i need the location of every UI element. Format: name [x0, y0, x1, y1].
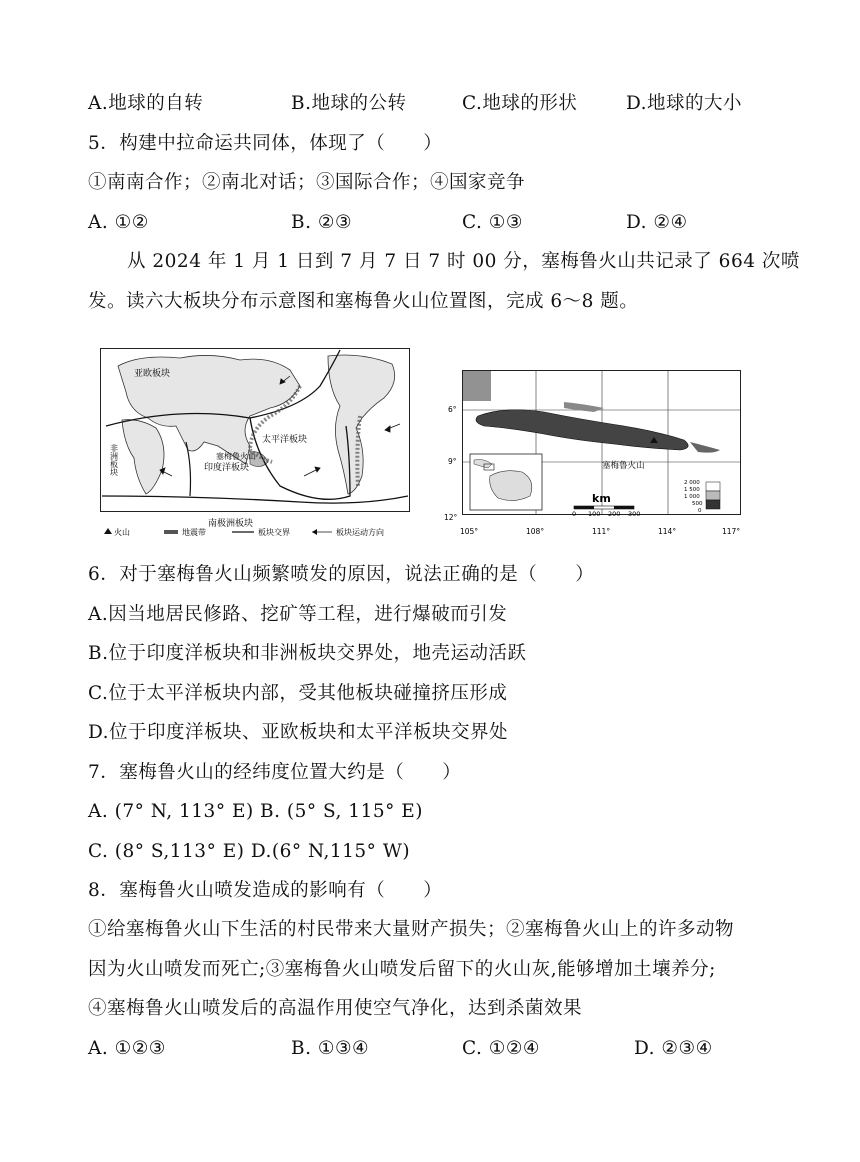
- legend-volcano: 火山: [114, 528, 130, 537]
- scale-tick-200: 200: [608, 510, 621, 518]
- lon-label-108: 108°: [526, 527, 545, 536]
- q8-item-line-3: ④塞梅鲁火山喷发后的高温作用使空气净化，达到杀菌效果: [88, 998, 583, 1019]
- q4-option-b: B.地球的公转: [291, 93, 407, 114]
- lat-label-9: 9°: [448, 457, 457, 466]
- q7-options-ab: A. (7° N, 113° E) B. (5° S, 115° E): [88, 801, 423, 822]
- legend-motion: 板块运动方向: [336, 528, 384, 537]
- lat-label-6: 6°: [448, 405, 457, 414]
- q5-option-d: D. ②④: [626, 212, 688, 233]
- elev-1000: 1 000: [684, 494, 700, 500]
- q8-option-b: B. ①③④: [291, 1038, 370, 1059]
- label-eurasian-plate: 亚欧板块: [134, 369, 171, 379]
- legend-seismic: 地震带: [182, 528, 206, 537]
- seismic-belt-icon: [164, 530, 178, 534]
- elev-2000: 2 000: [684, 480, 700, 486]
- q8-item-line-1: ①给塞梅鲁火山下生活的村民带来大量财产损失；②塞梅鲁火山上的许多动物: [88, 919, 735, 940]
- lon-label-105: 105°: [460, 527, 479, 536]
- passage-line-2: 发。读六大板块分布示意图和塞梅鲁火山位置图，完成 6～8 题。: [88, 291, 639, 312]
- scale-unit: km: [592, 492, 611, 505]
- q6-option-a: A.因当地居民修路、挖矿等工程，进行爆破而引发: [88, 604, 508, 625]
- q6-stem: 6．对于塞梅鲁火山频繁喷发的原因，说法正确的是（ ）: [88, 564, 595, 585]
- q8-option-a: A. ①②③: [88, 1038, 166, 1059]
- scale-tick-300: 300: [628, 510, 641, 518]
- elev-0: 0: [698, 508, 702, 514]
- q7-stem: 7．塞梅鲁火山的经纬度位置大约是（ ）: [88, 762, 462, 783]
- lon-label-111: 111°: [592, 527, 611, 536]
- q4-option-c: C.地球的形状: [462, 93, 578, 114]
- scale-tick-0: 0: [572, 510, 577, 518]
- q5-option-a: A. ①②: [88, 212, 149, 233]
- q5-items: ①南南合作；②南北对话；③国际合作；④国家竞争: [88, 172, 526, 193]
- q4-option-d: D.地球的大小: [626, 93, 743, 114]
- label-antarctic-plate: 南极洲板块: [208, 519, 254, 529]
- q5-option-b: B. ②③: [291, 212, 353, 233]
- q4-option-a: A.地球的自转: [88, 93, 204, 114]
- lat-label-12: 12°: [444, 513, 458, 522]
- label-indian-plate: 印度洋板块: [204, 463, 250, 473]
- label-volcano-name: 塞梅鲁火山: [216, 452, 256, 461]
- q6-option-b: B.位于印度洋板块和非洲板块交界处，地壳运动活跃: [88, 643, 527, 664]
- q7-options-cd: C. (8° S,113° E) D.(6° N,115° W): [88, 841, 411, 862]
- label-pacific-plate: 太平洋板块: [262, 435, 308, 445]
- legend-boundary: 板块交界: [258, 528, 290, 537]
- lon-label-114: 114°: [658, 527, 677, 536]
- q8-item-line-2: 因为火山喷发而死亡;③塞梅鲁火山喷发后留下的火山灰,能够增加土壤养分;: [88, 959, 716, 980]
- scale-tick-100: 100: [588, 510, 601, 518]
- q5-stem: 5．构建中拉命运共同体，体现了（ ）: [88, 133, 443, 154]
- q6-option-c: C.位于太平洋板块内部，受其他板块碰撞挤压形成: [88, 683, 508, 704]
- plate-distribution-map: [100, 346, 410, 538]
- passage-line-1: 从 2024 年 1 月 1 日到 7 月 7 日 7 时 00 分，塞梅鲁火山共记录了 664 次喷: [127, 251, 800, 272]
- label-african-plate: 非洲板块: [109, 444, 119, 476]
- q8-stem: 8．塞梅鲁火山喷发造成的影响有（ ）: [88, 880, 443, 901]
- elev-500: 500: [692, 501, 703, 507]
- q5-option-c: C. ①③: [462, 212, 523, 233]
- q8-option-c: C. ①②④: [462, 1038, 541, 1059]
- semeru-label: 塞梅鲁火山: [602, 461, 645, 471]
- elev-1500: 1 500: [684, 487, 700, 493]
- q8-option-d: D. ②③④: [634, 1038, 713, 1059]
- volcano-icon: [104, 528, 112, 534]
- q6-option-d: D.位于印度洋板块、亚欧板块和太平洋板块交界处: [88, 722, 509, 743]
- lon-label-117: 117°: [722, 527, 741, 536]
- semeru-location-map: [444, 368, 744, 540]
